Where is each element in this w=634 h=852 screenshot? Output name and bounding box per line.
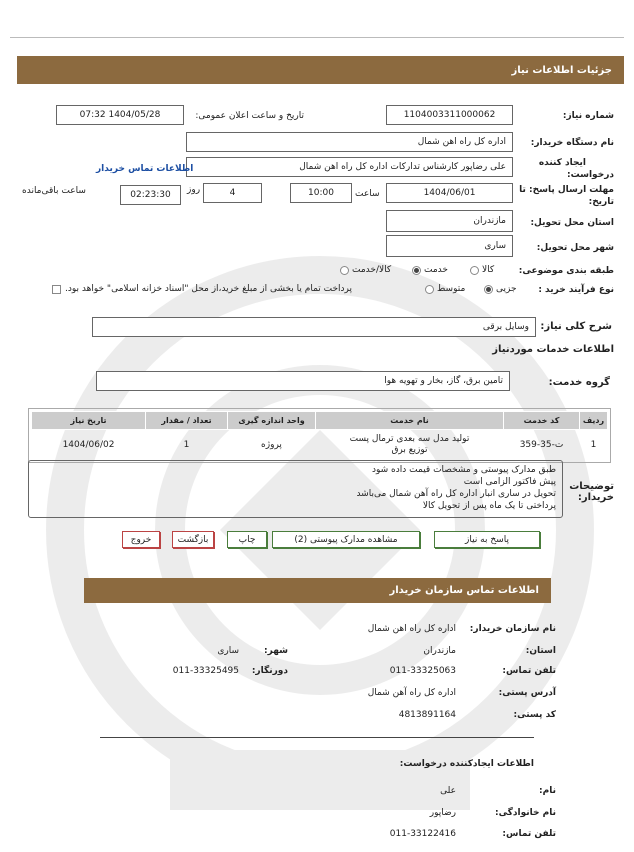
contact-address-label: آدرس پستی: (498, 688, 556, 698)
contact-divider (100, 737, 534, 738)
announce-field: 1404/05/28 07:32 (56, 105, 184, 125)
creator-label-2: درخواست: (567, 170, 614, 180)
days-field: 4 (203, 183, 262, 203)
contact-org: اداره کل راه اهن شمال (367, 624, 456, 634)
attachments-button[interactable]: مشاهده مدارک پیوستی (2) (272, 531, 420, 548)
creator-first-label: نام: (539, 786, 556, 796)
creator-last: رضاپور (429, 808, 456, 818)
city-label: شهر محل تحویل: (536, 243, 614, 253)
creator-tel-label: تلفن تماس: (502, 829, 556, 839)
col-code: کد خدمت (504, 412, 580, 430)
contact-province-label: استان: (525, 646, 556, 656)
checkbox-icon[interactable] (52, 285, 61, 294)
col-date: تاریخ نیاز (32, 412, 146, 430)
cell-row: 1 (590, 439, 597, 450)
deadline-time-field: 10:00 (290, 183, 352, 203)
cell-date: 1404/06/02 (62, 439, 115, 450)
contact-postal: 4813891164 (398, 710, 456, 720)
category-option-both[interactable]: کالا/خدمت (340, 265, 391, 275)
remaining-time-field: 02:23:30 (120, 185, 181, 205)
print-button[interactable]: چاپ (227, 531, 267, 548)
announce-label: تاریخ و ساعت اعلان عمومی: (195, 111, 304, 121)
note-line: طبق مدارک پیوستی و مشخصات قیمت داده شود (372, 465, 556, 475)
services-title: اطلاعات خدمات موردنیاز (492, 344, 614, 355)
category-label: طبقه بندی موضوعی: (518, 266, 614, 276)
radio-selected-icon[interactable] (412, 266, 421, 275)
deadline-date-field: 1404/06/01 (386, 183, 513, 203)
contact-postal-label: کد پستی: (513, 710, 556, 720)
remaining-label: ساعت باقی‌مانده (22, 186, 86, 196)
buyer-contact-link[interactable]: اطلاعات تماس خریدار (96, 164, 194, 174)
radio-icon[interactable] (340, 266, 349, 275)
contact-province: مازندران (423, 646, 456, 656)
cell-qty: 1 (183, 439, 190, 450)
radio-icon[interactable] (470, 266, 479, 275)
contact-phone: 011-33325063 (389, 666, 456, 676)
service-group-label: گروه خدمت: (548, 377, 610, 388)
province-field: مازندران (386, 210, 513, 232)
process-option-small[interactable]: جزیی (484, 284, 517, 294)
process-label: نوع فرآیند خرید : (538, 285, 614, 295)
buyer-notes-label-2: خریدار: (577, 492, 614, 503)
col-qty: تعداد / مقدار (146, 412, 228, 430)
cell-code: ت-35-359 (519, 439, 564, 450)
items-table-wrap (28, 408, 611, 463)
creator-tel: 011-33122416 (389, 829, 456, 839)
radio-selected-icon[interactable] (484, 285, 493, 294)
back-button[interactable]: بازگشت (172, 531, 214, 548)
note-line: پرداختی تا یک ماه پس از تحویل کالا (422, 501, 556, 511)
contact-title: اطلاعات تماس سازمان خریدار (389, 585, 539, 596)
summary-label: شرح کلی نیاز: (540, 321, 612, 332)
col-name: نام خدمت (316, 412, 504, 430)
creator-first: علی (440, 786, 456, 796)
items-table (31, 411, 608, 460)
creator-last-label: نام خانوادگی: (494, 808, 556, 818)
col-row: ردیف (580, 412, 608, 430)
creator-info-title: اطلاعات ایجادکننده درخواست: (399, 759, 534, 769)
process-option-medium[interactable]: متوسط (425, 284, 465, 294)
creator-field: علی رضاپور کارشناس تدارکات اداره کل راه اهن شمال (186, 157, 513, 177)
deadline-label-2: تاریخ: (588, 197, 614, 207)
contact-fax: 011-33325495 (172, 666, 239, 676)
need-number-field: 1104003311000062 (386, 105, 513, 125)
reply-button[interactable]: پاسخ به نیاز (434, 531, 540, 548)
contact-phone-label: تلفن تماس: (502, 666, 556, 676)
city-field: ساری (386, 235, 513, 257)
buyer-notes-label-1: توضیحات (569, 481, 614, 492)
contact-fax-label: دورنگار: (251, 666, 288, 676)
page-header (17, 56, 624, 84)
exit-button[interactable]: خروج (122, 531, 160, 548)
summary-field: وسایل برقی (92, 317, 536, 337)
payment-note: پرداخت تمام یا بخشی از مبلغ خرید،از محل "اسناد خزانه اسلامی" خواهد بود. (52, 284, 352, 294)
need-number-label: شماره نیاز: (562, 111, 614, 121)
buyer-org-label: نام دستگاه خریدار: (530, 138, 614, 148)
top-divider (10, 37, 624, 38)
table-header-row (32, 412, 608, 430)
radio-icon[interactable] (425, 285, 434, 294)
contact-org-label: نام سازمان خریدار: (469, 624, 556, 634)
category-option-goods[interactable]: کالا (470, 265, 494, 275)
cell-unit: پروژه (261, 439, 282, 450)
days-label: روز (187, 185, 201, 195)
table-row (32, 430, 608, 460)
service-group-field: تامین برق، گاز، بخار و تهویه هوا (96, 371, 510, 391)
buyer-org-field: اداره کل راه اهن شمال (186, 132, 513, 152)
province-label: استان محل تحویل: (530, 218, 614, 228)
contact-city: ساری (217, 646, 239, 656)
contact-city-label: شهر: (264, 646, 288, 656)
note-line: تحویل در ساری انبار اداره کل راه آهن شمال می‌باشد (356, 489, 556, 499)
note-line: پیش فاکتور الزامی است (463, 477, 556, 487)
time-label: ساعت (355, 189, 380, 199)
creator-label-1: ایجاد کننده (538, 158, 586, 168)
category-option-service[interactable]: خدمت (412, 265, 448, 275)
contact-address: اداره کل راه آهن شمال (367, 688, 456, 698)
deadline-label-1: مهلت ارسال پاسخ: تا (519, 185, 614, 195)
col-unit: واحد اندازه گیری (228, 412, 316, 430)
page-title: جزئیات اطلاعات نیاز (511, 64, 612, 76)
contact-header (84, 578, 551, 603)
buyer-notes-box (28, 460, 563, 518)
cell-name: تولید مدل سه بعدی ترمال پست توزیع برق (349, 433, 470, 455)
